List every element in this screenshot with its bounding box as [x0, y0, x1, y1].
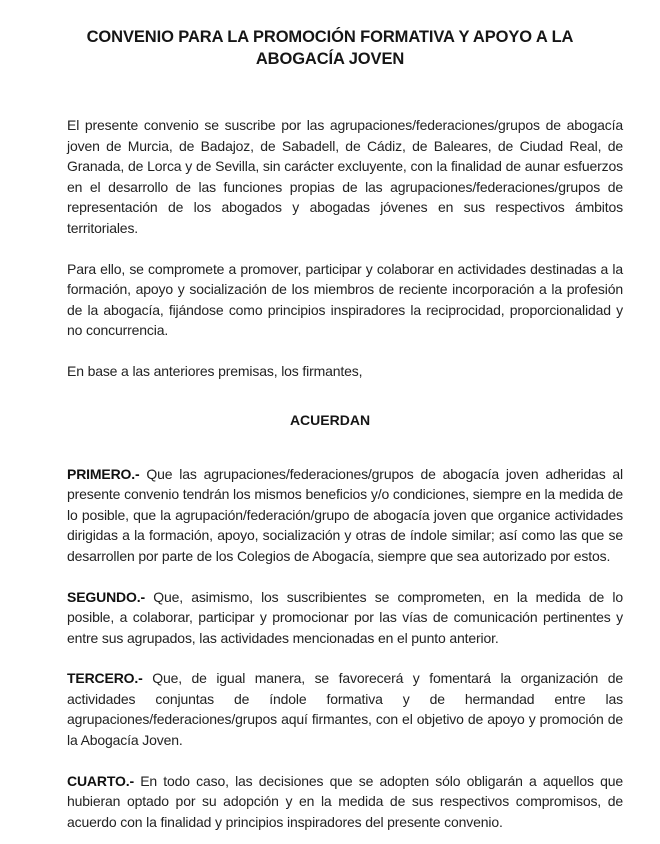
clause-cuarto	[67, 771, 623, 833]
clause-label: PRIMERO.-	[67, 465, 140, 482]
document-title-line-2: ABOGACÍA JOVEN	[255, 50, 405, 68]
clause-label: CUARTO.-	[67, 772, 134, 789]
clause-text: En todo caso, las decisiones que se adopten sólo obligarán a aquellos que hubieran optado por su adopción y en la medida de sus respectivos compromisos, de acuerdo con la finalidad y principios inspiradores del presente convenio.	[67, 772, 623, 830]
clause-tercero	[67, 668, 623, 750]
clause-label: SEGUNDO.-	[67, 588, 145, 605]
clause-text: Que las agrupaciones/federaciones/grupos de abogacía joven adheridas al presente convenio tendrán los mismos beneficios y/o condiciones, siempre en la medida de lo posible, que la agrupación/federación/grupo de abogacía joven que organice actividades dirigidas a la formación, apoyo, socialización y otras de índole similar; así como las que se desarrollen por parte de los Colegios de Abogacía, siempre que sea autorizado por estos.	[67, 465, 623, 564]
section-heading-acuerdan: ACUERDAN	[289, 411, 371, 428]
clause-text: Que, de igual manera, se favorecerá y fomentará la organización de actividades conjuntas de índole formativa y de hermandad entre las agrupaciones/federaciones/grupos aquí firmantes, con el objetivo de apoyo y promoción de la Abogacía Joven.	[67, 670, 623, 749]
clause-label: TERCERO.-	[67, 670, 143, 687]
intro-paragraph-2: Para ello, se compromete a promover, participar y colaborar en actividades destinadas a la formación, apoyo y socialización de los miembros de reciente incorporación a la profesión de la abogacía, fijándose como principios inspiradores la reciprocidad, proporcionalidad y no concurrencia.	[67, 260, 623, 339]
document-title	[60, 26, 600, 70]
document-title-line-1: CONVENIO PARA LA PROMOCIÓN FORMATIVA Y APOYO A LA	[86, 28, 574, 46]
clause-segundo	[67, 587, 623, 649]
clause-text: Que, asimismo, los suscribientes se comprometen, en la medida de lo posible, a colaborar, participar y promocionar por las vías de comunicación pertinentes y entre sus agrupados, las actividades mencionadas en el punto anterior.	[67, 588, 623, 646]
clause-primero	[67, 464, 623, 567]
intro-paragraph-3: En base a las anteriores premisas, los firmantes,	[67, 362, 363, 379]
intro-paragraph-1: El presente convenio se suscribe por las agrupaciones/federaciones/grupos de abogacía joven de Murcia, de Badajoz, de Sabadell, de Cádiz, de Baleares, de Ciudad Real, de Granada, de Lorca y de Sevilla, sin carácter excluyente, con la finalidad de aunar esfuerzos en el desarrollo de las funciones propias de las agrupaciones/federaciones/grupos de representación de los abogados y abogadas jóvenes en sus respectivos ámbitos territoriales.	[67, 117, 623, 236]
